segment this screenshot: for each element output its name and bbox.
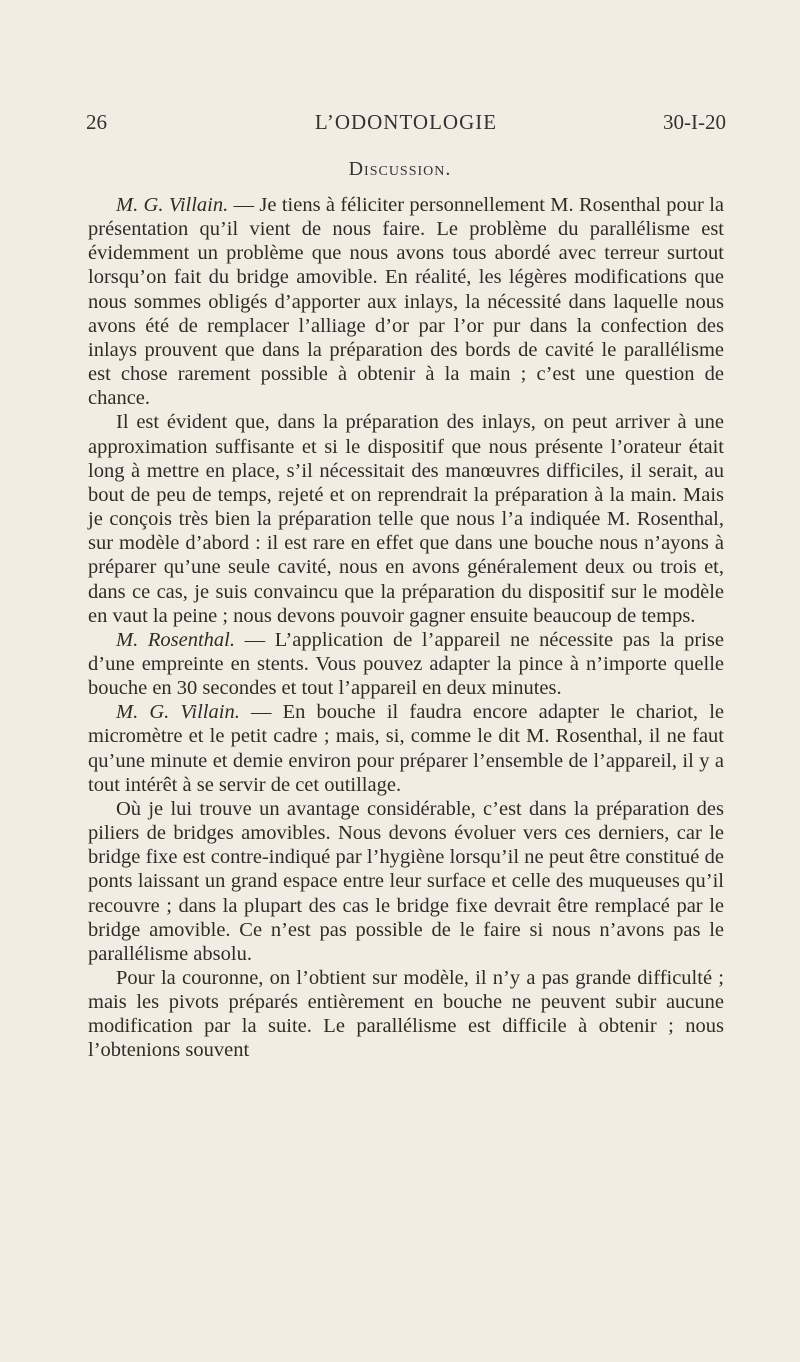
section-title: Discussion. (348, 158, 452, 180)
speaker-name: M. G. Villain. (116, 701, 240, 724)
issue-date: 30-I-20 (663, 110, 726, 134)
body-text (88, 193, 724, 1063)
paragraph-text: Où je lui trouve un avantage considérable, c’est dans la préparation des piliers de bridges amovibles. Nous devons évoluer vers ces derniers, car le bridge fixe est contre-indiqué par l’hygiène lorsqu’il ne peut être constitué de ponts laissant un grand espace entre leur surface et celle des muqueuses qu’il recouvre ; dans la plupart des cas le bridge fixe devrait être remplacé par le bridge amovible. Ce n’est pas possible de le faire si nous n’avons pas le parallélisme absolu. (88, 797, 724, 965)
speaker-name: M. Rosenthal. (116, 628, 235, 651)
paragraph (88, 797, 724, 966)
page-number: 26 (86, 110, 107, 134)
paragraph (88, 700, 724, 797)
paragraph-text: — En bouche il faudra encore adapter le chariot, le micromètre et le petit cadre ; mais, si, comme le dit M. Rosenthal, il ne faut qu’une minute et demie environ pour préparer l’ensemble de l’appareil, il y a tout intérêt à se servir de cet outillage. (88, 701, 724, 796)
journal-title: L’ODONTOLOGIE (314, 110, 498, 134)
paragraph (88, 410, 724, 627)
paragraph-text: Il est évident que, dans la préparation des inlays, on peut arriver à une approximation suffisante et si le dispositif que nous présente l’orateur était long à mettre en place, s’il nécessitait des manœuvres difficiles, il serait, au bout de peu de temps, rejeté et on reprendrait la préparation à la main. Mais je conçois très bien la préparation telle que nous l’a indiquée M. Rosenthal, sur modèle d’abord : il est rare en effet que dans une bouche nous n’ayons à préparer qu’une seule cavité, nous en avons généralement deux ou trois et, dans ce cas, je suis convaincu que la préparation du dispositif sur le modèle en vaut la peine ; nous devons pouvoir gagner ensuite beaucoup de temps. (88, 411, 724, 627)
paragraph-text: — Je tiens à féliciter personnellement M. Rosenthal pour la présentation qu’il vient de nous faire. Le problème du parallélisme est évidemment un problème que nous avons tous abordé avec terreur surtout lorsqu’on fait du bridge amovible. En réalité, les légères modifications que nous sommes obligés d’apporter aux inlays, la nécessité dans laquelle nous avons été de remplacer l’alliage d’or par l’or pur dans la confection des inlays prouvent que dans la préparation des bords de cavité le parallélisme est chose rarement possible à obtenir à la main ; c’est une question de chance. (88, 194, 724, 410)
paragraph-text: — L’application de l’appareil ne nécessite pas la prise d’une empreinte en stents. Vous pouvez adapter la pince à n’importe quelle bouche en 30 secondes et tout l’appareil en deux minutes. (88, 628, 724, 700)
paragraph-text: Pour la couronne, on l’obtient sur modèle, il n’y a pas grande difficulté ; mais les pivots préparés entièrement en bouche ne peuvent subir aucune modification par la suite. Le parallélisme est difficile à obtenir ; nous l’obtenions souvent (88, 967, 724, 1062)
paragraph (88, 966, 724, 1063)
paragraph (88, 193, 724, 410)
running-header (86, 110, 726, 138)
speaker-name: M. G. Villain. (116, 194, 229, 216)
paragraph (88, 628, 724, 700)
